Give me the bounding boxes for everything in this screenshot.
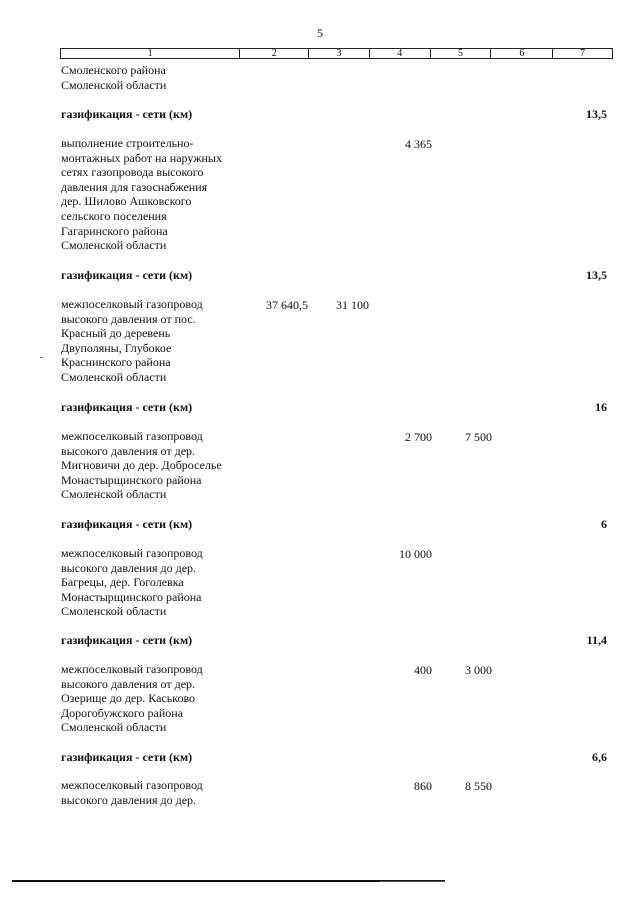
column-7-header: 7 bbox=[580, 48, 586, 59]
desc-line: сельского поселения bbox=[61, 208, 167, 223]
desc-line: монтажных работ на наружных bbox=[61, 150, 222, 165]
gasification-label: газификация - сети (км) bbox=[61, 517, 193, 531]
column-3-header: 3 bbox=[309, 49, 370, 58]
page-number: 5 bbox=[317, 26, 323, 40]
desc-line: высокого давления до дер. bbox=[61, 792, 197, 807]
desc-line: Краснинского района bbox=[61, 355, 171, 370]
desc-line: Смоленской области bbox=[61, 720, 167, 735]
continuation-text bbox=[61, 63, 166, 92]
gasification-label: газификация - сети (км) bbox=[61, 400, 193, 414]
gasification-row bbox=[61, 268, 607, 284]
desc-line: Смоленской области bbox=[61, 604, 167, 619]
project-description bbox=[61, 662, 203, 735]
gasification-value: 13,5 bbox=[586, 268, 607, 282]
column-4-value: 860 bbox=[414, 779, 432, 793]
gasification-row bbox=[61, 633, 607, 649]
desc-line: межпоселковый газопровод bbox=[61, 662, 203, 676]
desc-line: Мигновичи до дер. Добросельe bbox=[61, 458, 222, 473]
column-4-header: 4 bbox=[370, 49, 431, 58]
margin-mark bbox=[40, 357, 43, 358]
gasification-label: газификация - сети (км) bbox=[61, 633, 193, 647]
desc-line: межпоселковый газопровод bbox=[61, 546, 203, 560]
project-description bbox=[61, 546, 203, 619]
desc-line: Смоленской области bbox=[61, 487, 167, 502]
gasification-row bbox=[61, 517, 607, 533]
desc-line: сетях газопровода высокого bbox=[61, 165, 204, 180]
desc-line: Монастырщинского района bbox=[61, 472, 202, 487]
gasification-value: 6 bbox=[601, 517, 607, 531]
desc-line: Озерище до дер. Каськово bbox=[61, 691, 196, 706]
desc-line: межпоселковый газопровод bbox=[61, 778, 203, 792]
gasification-label: газификация - сети (км) bbox=[61, 750, 193, 764]
gasification-value: 6,6 bbox=[592, 750, 607, 764]
gasification-label: газификация - сети (км) bbox=[61, 107, 193, 121]
desc-line: Гагаринского района bbox=[61, 223, 168, 238]
column-4-value: 10 000 bbox=[399, 547, 432, 561]
desc-line: Смоленской области bbox=[61, 77, 167, 92]
column-3-value: 31 100 bbox=[336, 298, 369, 312]
gasification-label: газификация - сети (км) bbox=[61, 268, 193, 282]
desc-line: дер. Шилово Ашковского bbox=[61, 194, 192, 209]
desc-line: высокого давления до дер. bbox=[61, 560, 197, 575]
desc-line: Смоленской области bbox=[61, 238, 167, 253]
desc-line: Монастырщинского района bbox=[61, 589, 202, 604]
footer-rule-extension bbox=[380, 881, 445, 882]
desc-line: Дорогобужского района bbox=[61, 705, 184, 720]
desc-line: межпоселковый газопровод bbox=[61, 297, 203, 311]
desc-line: Красный до деревень bbox=[61, 326, 171, 341]
desc-line: Двуполяны, Глубокое bbox=[61, 340, 172, 355]
desc-line: Смоленской области bbox=[61, 369, 167, 384]
desc-line: Смоленского района bbox=[61, 63, 166, 77]
gasification-row bbox=[61, 400, 607, 416]
project-description bbox=[61, 778, 203, 807]
column-2-header: 2 bbox=[240, 49, 309, 58]
column-4-value: 4 365 bbox=[405, 137, 432, 151]
column-5-value: 8 550 bbox=[465, 779, 492, 793]
gasification-row bbox=[61, 107, 607, 123]
gasification-value: 16 bbox=[595, 400, 607, 414]
column-2-value: 37 640,5 bbox=[266, 298, 308, 312]
project-description bbox=[61, 297, 203, 385]
desc-line: высокого давления от дер. bbox=[61, 443, 196, 458]
column-5-header: 5 bbox=[431, 49, 492, 58]
gasification-value: 13,5 bbox=[586, 107, 607, 121]
column-number-header bbox=[60, 48, 613, 59]
project-description bbox=[61, 136, 222, 253]
column-5-value: 3 000 bbox=[465, 663, 492, 677]
column-4-value: 400 bbox=[414, 663, 432, 677]
desc-line: выполнение строительно- bbox=[61, 136, 194, 150]
desc-line: Багрецы, дер. Гоголевка bbox=[61, 575, 184, 590]
gasification-row bbox=[61, 750, 607, 766]
column-1-header: 1 bbox=[61, 49, 240, 58]
column-5-value: 7 500 bbox=[465, 430, 492, 444]
gasification-value: 11,4 bbox=[586, 633, 607, 647]
desc-line: высокого давления от пос. bbox=[61, 311, 196, 326]
project-description bbox=[61, 429, 222, 502]
column-4-value: 2 700 bbox=[405, 430, 432, 444]
desc-line: межпоселковый газопровод bbox=[61, 429, 203, 443]
desc-line: давления для газоснабжения bbox=[61, 179, 208, 194]
column-6-header: 6 bbox=[491, 49, 553, 58]
desc-line: высокого давления от дер. bbox=[61, 676, 196, 691]
